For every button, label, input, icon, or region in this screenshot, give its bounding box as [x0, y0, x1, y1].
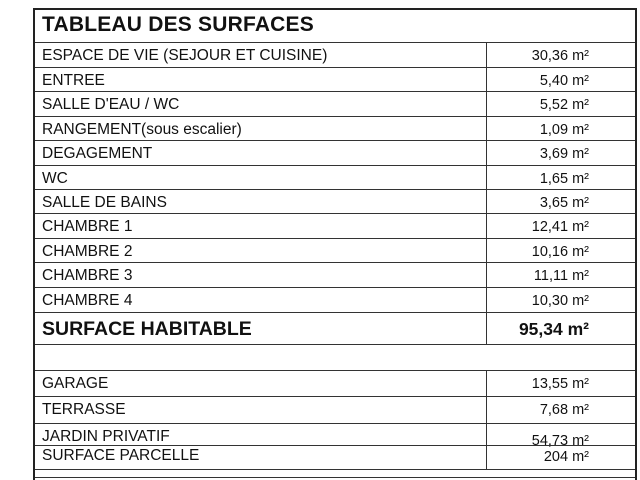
row-value: 5,52 m²	[539, 97, 589, 113]
table-row	[35, 262, 635, 287]
row-value: 54,73 m²	[531, 433, 589, 449]
row-value: 5,40 m²	[539, 73, 589, 89]
table-row	[35, 370, 635, 396]
row-value: 11,11 m²	[533, 268, 589, 284]
table-row	[35, 67, 635, 91]
row-label: WC	[42, 170, 68, 187]
table-row	[35, 238, 635, 262]
table-row	[35, 165, 635, 189]
row-value: 13,55 m²	[531, 376, 589, 392]
table-row	[35, 445, 635, 469]
row-value: 1,65 m²	[539, 171, 589, 187]
row-label: ESPACE DE VIE (SEJOUR ET CUISINE)	[42, 47, 328, 64]
column-divider	[486, 370, 487, 469]
row-label: DEGAGEMENT	[42, 145, 153, 162]
row-label: SALLE DE BAINS	[42, 194, 167, 211]
row-label: RANGEMENT(sous escalier)	[42, 121, 242, 138]
row-label: CHAMBRE 4	[42, 292, 133, 309]
table-row	[35, 42, 635, 67]
table-row	[35, 189, 635, 213]
row-label: JARDIN PRIVATIF	[42, 428, 170, 445]
table-row	[35, 287, 635, 312]
row-value: 10,16 m²	[531, 244, 589, 260]
row-divider	[35, 477, 635, 478]
table-title: TABLEAU DES SURFACES	[42, 13, 314, 36]
row-label: TERRASSE	[42, 401, 126, 418]
total-row	[35, 312, 635, 344]
row-label: CHAMBRE 1	[42, 218, 133, 235]
row-value: 12,41 m²	[531, 219, 589, 235]
row-label: CHAMBRE 3	[42, 267, 133, 284]
row-label: SURFACE HABITABLE	[42, 318, 252, 340]
row-label: SURFACE PARCELLE	[42, 447, 200, 464]
row-value: 204 m²	[543, 449, 589, 465]
row-value: 30,36 m²	[531, 48, 589, 64]
row-divider	[35, 469, 635, 470]
table-row	[35, 91, 635, 116]
column-divider	[486, 42, 487, 344]
row-value: 1,09 m²	[539, 122, 589, 138]
row-value: 7,68 m²	[539, 402, 589, 418]
row-label: GARAGE	[42, 375, 109, 392]
table-row	[35, 423, 635, 449]
table-row	[35, 396, 635, 423]
table-row	[35, 116, 635, 140]
row-label: SALLE D'EAU / WC	[42, 96, 180, 113]
row-label: CHAMBRE 2	[42, 243, 133, 260]
spacer-row	[35, 344, 635, 370]
row-value: 3,69 m²	[539, 146, 589, 162]
row-value: 10,30 m²	[531, 293, 589, 309]
row-value: 95,34 m²	[518, 319, 589, 339]
row-label: ENTREE	[42, 72, 105, 89]
table-row	[35, 213, 635, 238]
table-row	[35, 140, 635, 165]
row-value: 3,65 m²	[539, 195, 589, 211]
